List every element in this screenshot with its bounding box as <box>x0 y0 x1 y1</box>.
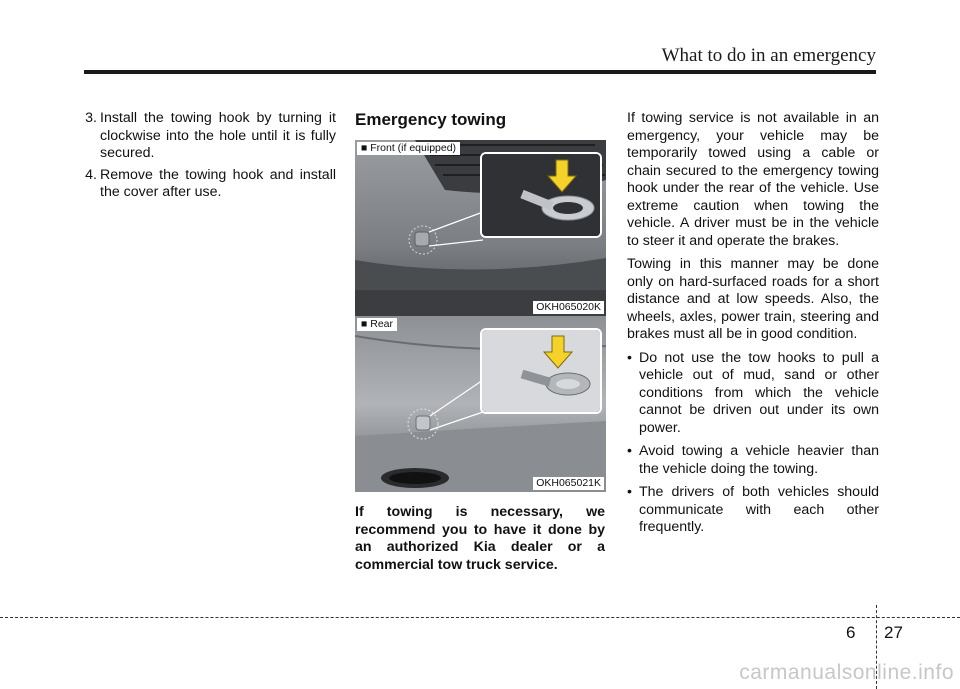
column-temporary-towing <box>627 110 879 543</box>
step-3 <box>78 110 336 163</box>
column-emergency-towing <box>355 110 605 574</box>
figure-label: ■ Rear <box>357 318 397 331</box>
bullet-text: The drivers of both vehicles should communicate with each other frequently. <box>639 484 879 535</box>
figure-code: OKH065020K <box>533 301 604 314</box>
bullet-item <box>627 350 879 438</box>
paragraph: Towing in this manner may be done only on hard-surfaced roads for a short distance and at low speeds. Also, the wheels, axles, power train, steering and brakes must all be in good condition. <box>627 256 879 342</box>
bullet-text: Do not use the tow hooks to pull a vehicle out of mud, sand or other conditions from which the vehicle cannot be driven out under its own power. <box>639 349 879 436</box>
watermark: carmanualsonline.info <box>739 661 954 684</box>
step-number: 3. <box>85 110 97 126</box>
step-text: Remove the towing hook and install the cover after use. <box>100 166 336 200</box>
bullet-item <box>627 443 879 478</box>
header-title: What to do in an emergency <box>661 45 876 66</box>
figure-label: ■ Front (if equipped) <box>357 142 460 155</box>
figure-code: OKH065021K <box>533 477 604 490</box>
tow-hook-icon <box>482 330 600 412</box>
step-number: 4. <box>85 166 97 183</box>
section-heading: Emergency towing <box>355 110 507 129</box>
step-text: Install the towing hook by turning it clockwise into the hole until it is fully secured. <box>100 110 336 161</box>
bullet-icon: • <box>627 349 632 366</box>
bullet-text: Avoid towing a vehicle heavier than the vehicle doing the towing. <box>639 443 879 477</box>
rear-hook-detail <box>480 328 602 414</box>
step-4 <box>78 167 336 202</box>
footer-rule <box>0 617 960 618</box>
bullet-icon: • <box>627 484 632 500</box>
page-number: 27 <box>884 623 903 642</box>
towing-recommendation: If towing is necessary, we recommend you to have it done by an authorized Kia dealer or a commercial tow truck service. <box>355 504 605 573</box>
figure-front-tow-hook <box>355 140 606 316</box>
column-instructions <box>78 110 336 206</box>
tow-hook-icon <box>482 154 600 236</box>
bullet-icon: • <box>627 443 632 459</box>
chapter-number: 6 <box>846 623 856 642</box>
bullet-item <box>627 484 879 537</box>
paragraph: If towing service is not available in an emergency, your vehicle may be temporarily towed using a cable or chain secured to the emergency towing hook under the rear of the vehicle. Use extreme caution when towing the vehicle. A driver must be in the vehicle to steer it and operate the brakes. <box>627 110 879 249</box>
front-hook-detail <box>480 152 602 238</box>
header-rule <box>84 70 876 74</box>
figure-rear-tow-hook <box>355 316 606 492</box>
